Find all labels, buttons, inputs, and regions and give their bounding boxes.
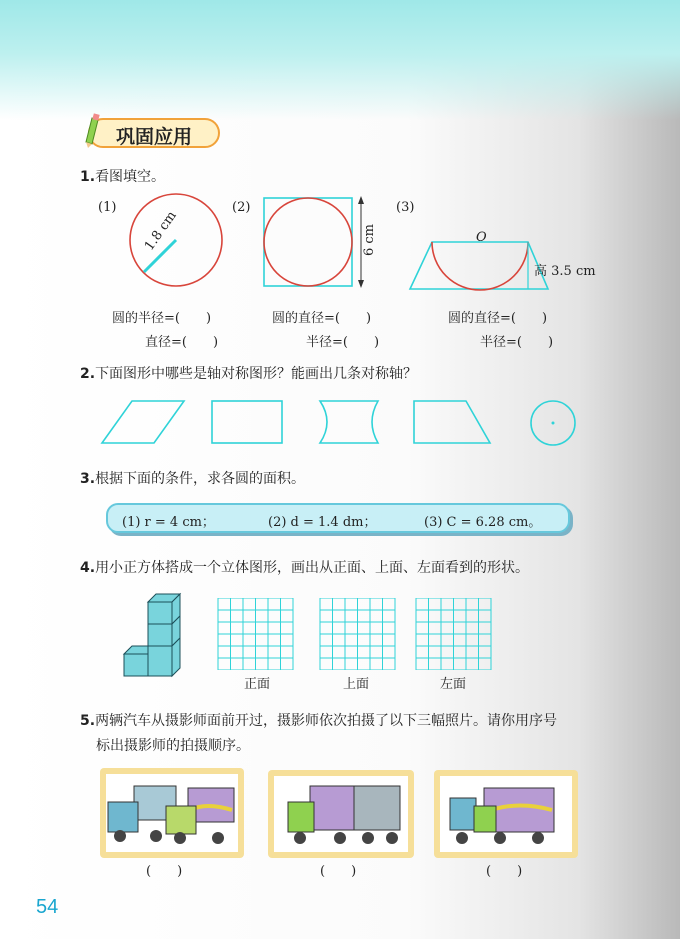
grid-top <box>318 598 398 670</box>
grid-label-top: 上面 <box>343 677 370 692</box>
q3-condition-2: (2) d = 1.4 dm； <box>268 515 377 530</box>
header-band <box>0 0 680 120</box>
q5-blank-3: ( ) <box>486 864 523 879</box>
q1-item3-line1: 圆的直径=( ) <box>448 311 548 326</box>
circle-figure-2 <box>264 198 352 286</box>
q1-item3-line2: 半径=( ) <box>480 335 554 350</box>
q2-shapes <box>0 395 680 455</box>
truck-illustration-1 <box>106 780 238 852</box>
curved-shape <box>320 401 378 443</box>
photo-1 <box>100 768 244 858</box>
q1-item2-label: (2) <box>232 200 251 215</box>
grid-label-front: 正面 <box>244 677 271 692</box>
q1-measure-3: 高 3.5 cm <box>534 264 596 279</box>
q1-item1-line1: 圆的半径=( ) <box>112 311 212 326</box>
q1-measure-2: 6 cm <box>362 223 377 256</box>
truck-illustration-2 <box>274 780 408 852</box>
q1-item1-label: (1) <box>98 200 117 215</box>
q5-prompt-line1: 5.两辆汽车从摄影师面前开过，摄影师依次拍摄了以下三幅照片。请你用序号 <box>80 713 558 729</box>
cube-stack-figure <box>110 592 200 684</box>
grid-front <box>216 598 296 670</box>
q4-prompt: 4.用小正方体搭成一个立体图形，画出从正面、上面、左面看到的形状。 <box>80 560 530 576</box>
q1-item1-line2: 直径=( ) <box>145 335 219 350</box>
q5-blank-1: ( ) <box>146 864 183 879</box>
photo-2 <box>268 770 414 858</box>
q3-condition-3: (3) C = 6.28 cm。 <box>424 515 542 530</box>
semicircle-figure-3 <box>432 242 528 290</box>
right-trapezoid-shape <box>414 401 490 443</box>
q1-measure-1: 1.8 cm <box>142 208 180 254</box>
q1-item3-label: (3) <box>396 200 415 215</box>
truck-illustration-3 <box>440 780 572 852</box>
pencil-icon <box>82 112 112 148</box>
q3-prompt: 3.根据下面的条件，求各圆的面积。 <box>80 471 306 487</box>
q1-center-label: O <box>476 230 487 245</box>
q5-prompt-line2: 标出摄影师的拍摄顺序。 <box>96 738 250 754</box>
q1-prompt: 1.看图填空。 <box>80 169 166 185</box>
q3-condition-1: (1) r = 4 cm； <box>122 515 215 530</box>
page-number: 54 <box>36 896 59 918</box>
section-title: 巩固应用 <box>116 126 193 148</box>
q1-item2-line1: 圆的直径=( ) <box>272 311 372 326</box>
q2-prompt: 2.下面图形中哪些是轴对称图形？能画出几条对称轴？ <box>80 366 418 382</box>
photo-3 <box>434 770 578 858</box>
circle-center-dot <box>552 422 555 425</box>
grid-left <box>414 598 494 670</box>
q3-conditions-banner <box>106 503 570 533</box>
grid-label-left: 左面 <box>440 677 467 692</box>
q1-item2-line2: 半径=( ) <box>306 335 380 350</box>
parallelogram-shape <box>102 401 184 443</box>
section-title-tag <box>88 118 220 148</box>
q5-blank-2: ( ) <box>320 864 357 879</box>
rectangle-shape <box>212 401 282 443</box>
q1-figures <box>0 190 680 300</box>
